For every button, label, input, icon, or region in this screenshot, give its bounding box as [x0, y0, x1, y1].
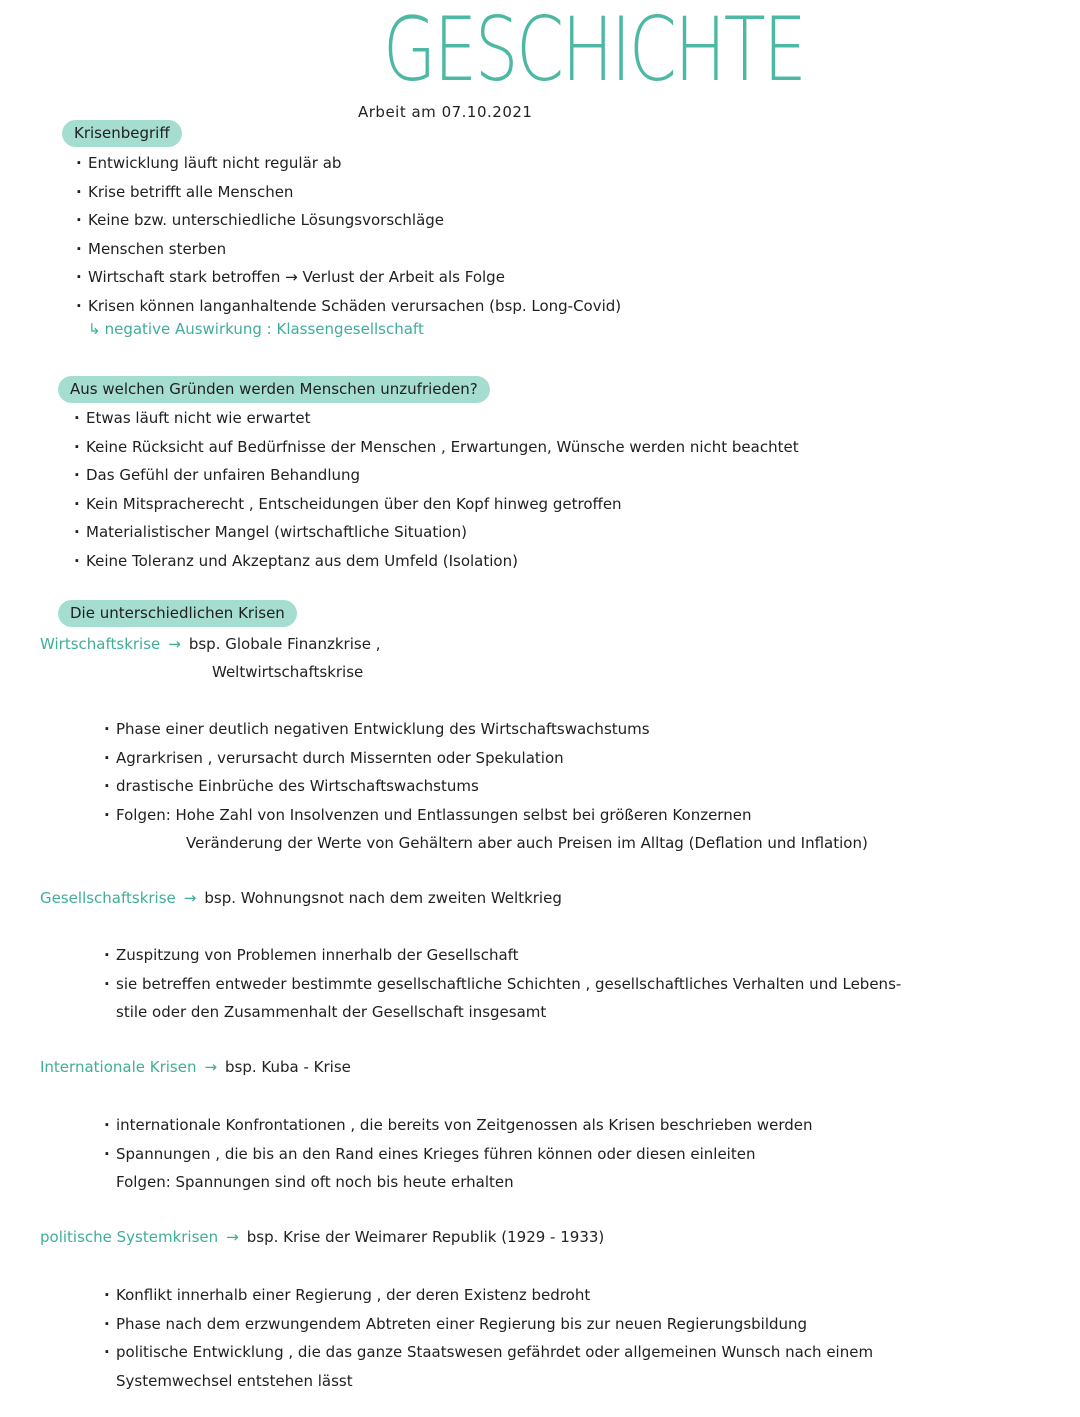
- conclusion-text: negative Auswirkung : Klassengesellschaft: [104, 320, 424, 338]
- list-item: · Materialistischer Mangel (wirtschaftliche Situation): [74, 518, 799, 547]
- crisis-name: Internationale Krisen: [40, 1058, 197, 1076]
- section-heading-gruende: Aus welchen Gründen werden Menschen unzufrieden?: [58, 376, 490, 403]
- list-gruende: [74, 404, 799, 575]
- list-item: · Menschen sterben: [76, 235, 621, 264]
- arrow-icon: →: [168, 635, 181, 653]
- list-item: · Folgen: Hohe Zahl von Insolvenzen und Entlassungen selbst bei größeren Konzernen: [104, 801, 868, 830]
- page-title: GESCHICHTE: [383, 0, 805, 101]
- list-krisenbegriff: [76, 149, 621, 320]
- crisis-name: Wirtschaftskrise: [40, 635, 161, 653]
- crisis-heading-gesellschaft: [40, 889, 562, 907]
- list-item: · drastische Einbrüche des Wirtschaftswachstums: [104, 772, 868, 801]
- crisis-name: politische Systemkrisen: [40, 1228, 219, 1246]
- list-international: [104, 1111, 812, 1197]
- conclusion-note: [88, 320, 424, 338]
- list-item: · internationale Konfrontationen , die bereits von Zeitgenossen als Krisen beschrieben werden: [104, 1111, 812, 1140]
- arrow-icon: →: [204, 1058, 218, 1076]
- list-item: · Phase einer deutlich negativen Entwicklung des Wirtschaftswachstums: [104, 715, 868, 744]
- arrow-icon: ↳: [88, 320, 101, 338]
- list-item: · Wirtschaft stark betroffen → Verlust der Arbeit als Folge: [76, 263, 621, 292]
- crisis-example: bsp. Krise der Weimarer Republik (1929 - 1933): [246, 1228, 605, 1246]
- list-item: · Entwicklung läuft nicht regulär ab: [76, 149, 621, 178]
- section-heading-krisenbegriff: Krisenbegriff: [62, 120, 182, 147]
- list-item: · Spannungen , die bis an den Rand eines Krieges führen können oder diesen einleiten: [104, 1140, 812, 1169]
- list-item: · Krisen können langanhaltende Schäden verursachen (bsp. Long-Covid): [76, 292, 621, 321]
- list-item: · Keine Rücksicht auf Bedürfnisse der Menschen , Erwartungen, Wünsche werden nicht beachtet: [74, 433, 799, 462]
- crisis-heading-politisch: [40, 1228, 604, 1246]
- list-gesellschaft: [104, 941, 901, 1027]
- crisis-example: bsp. Globale Finanzkrise ,: [188, 635, 381, 653]
- list-item: · Konflikt innerhalb einer Regierung , der deren Existenz bedroht: [104, 1281, 873, 1310]
- list-item: · Zuspitzung von Problemen innerhalb der Gesellschaft: [104, 941, 901, 970]
- section-heading-krisen: Die unterschiedlichen Krisen: [58, 600, 297, 627]
- arrow-icon: →: [226, 1228, 239, 1246]
- crisis-name: Gesellschaftskrise: [40, 889, 176, 907]
- list-item-continued: Systemwechsel entstehen lässt: [116, 1371, 353, 1390]
- crisis-example-continued: Weltwirtschaftskrise: [212, 663, 364, 681]
- list-item: · Keine bzw. unterschiedliche Lösungsvorschläge: [76, 206, 621, 235]
- list-item: · Kein Mitspracherecht , Entscheidungen über den Kopf hinweg getroffen: [74, 490, 799, 519]
- list-item: · Krise betrifft alle Menschen: [76, 178, 621, 207]
- list-item: · Agrarkrisen , verursacht durch Missernten oder Spekulation: [104, 744, 868, 773]
- list-item-continued: Veränderung der Werte von Gehältern aber auch Preisen im Alltag (Deflation und Inflation): [186, 834, 868, 852]
- list-item: · Das Gefühl der unfairen Behandlung: [74, 461, 799, 490]
- list-wirtschaft: [104, 715, 868, 858]
- crisis-example: bsp. Kuba - Krise: [225, 1058, 351, 1076]
- list-item: · Keine Toleranz und Akzeptanz aus dem Umfeld (Isolation): [74, 547, 799, 576]
- arrow-icon: →: [183, 889, 197, 907]
- list-item: · Phase nach dem erzwungendem Abtreten einer Regierung bis zur neuen Regierungsbildung: [104, 1310, 873, 1339]
- list-item-continued: stile oder den Zusammenhalt der Gesellschaft insgesamt: [116, 1003, 547, 1021]
- crisis-example: bsp. Wohnungsnot nach dem zweiten Weltkrieg: [204, 889, 562, 907]
- crisis-heading-wirtschaft: [40, 635, 380, 653]
- list-item: · Etwas läuft nicht wie erwartet: [74, 404, 799, 433]
- list-item: · sie betreffen entweder bestimmte gesellschaftliche Schichten , gesellschaftliches Verhalten und Lebens-: [104, 970, 901, 999]
- crisis-heading-international: [40, 1058, 351, 1076]
- list-item: · politische Entwicklung , die das ganze Staatswesen gefährdet oder allgemeinen Wunsch nach einem: [104, 1338, 873, 1367]
- list-politisch: [104, 1281, 873, 1395]
- page-date: Arbeit am 07.10.2021: [358, 103, 533, 121]
- list-item-continued: Folgen: Spannungen sind oft noch bis heute erhalten: [116, 1173, 514, 1191]
